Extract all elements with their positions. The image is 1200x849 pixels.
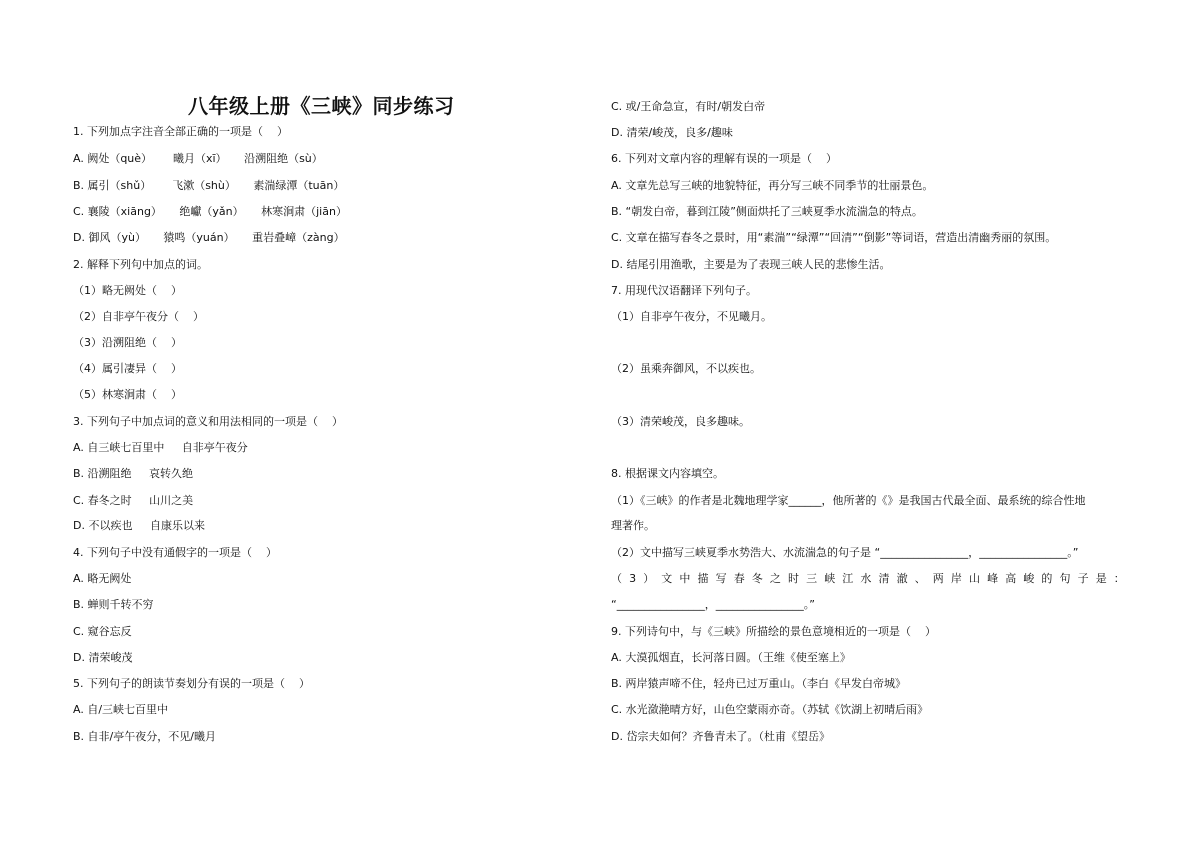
question-2-stem: 2. 解释下列句中加点的词。 [73,258,208,271]
question-9-option-d: D. 岱宗夫如何？齐鲁青未了。（杜甫《望岳》 [611,730,830,743]
page-title: 八年级上册《三峡》同步练习 [188,94,455,118]
question-8-item-2: （2）文中描写三峡夏季水势浩大、水流湍急的句子是 “________________，________________。” [611,546,1079,559]
question-8-item-1: （1）《三峡》的作者是北魏地理学家______，他所著的《》是我国古代最全面、最系统的综合性地 [611,494,1086,507]
question-1-stem: 1. 下列加点字注音全部正确的一项是（ ） [73,125,288,138]
question-7-stem: 7. 用现代汉语翻译下列句子。 [611,284,757,297]
question-6-option-c: C. 文章在描写春冬之景时，用“素湍”“绿潭”“回清”“倒影”等词语，营造出清幽秀丽的氛围。 [611,231,1057,244]
question-2-item-2: （2）自非亭午夜分（ ） [73,310,204,323]
question-6-option-a: A. 文章先总写三峡的地貌特征，再分写三峡不同季节的壮丽景色。 [611,179,934,192]
question-4-option-c: C. 窥谷忘反 [73,625,132,638]
question-2-item-5: （5）林寒涧肃（ ） [73,388,182,401]
question-5-stem: 5. 下列句子的朗读节奏划分有误的一项是（ ） [73,677,310,690]
question-2-item-3: （3）沿溯阻绝（ ） [73,336,182,349]
question-3-option-c: C. 春冬之时 山川之美 [73,494,194,507]
question-9-option-a: A. 大漠孤烟直，长河落日圆。（王维《使至塞上》 [611,651,851,664]
question-7-item-2: （2）虽乘奔御风，不以疾也。 [611,362,761,375]
question-3-stem: 3. 下列句子中加点词的意义和用法相同的一项是（ ） [73,415,343,428]
question-8-item-1-cont: 理著作。 [611,519,655,532]
question-1-option-d: D. 御风（yù） 猿鸣（yuán） 重岩叠嶂（zàng） [73,231,345,244]
question-2-item-1: （1）略无阙处（ ） [73,284,182,297]
question-2-item-4: （4）属引凄异（ ） [73,362,182,375]
question-3-option-a: A. 自三峡七百里中 自非亭午夜分 [73,441,248,454]
question-4-stem: 4. 下列句子中没有通假字的一项是（ ） [73,546,277,559]
question-9-stem: 9. 下列诗句中，与《三峡》所描绘的景色意境相近的一项是（ ） [611,625,936,638]
question-6-option-b: B. “朝发白帝，暮到江陵”侧面烘托了三峡夏季水流湍急的特点。 [611,205,923,218]
question-1-option-a: A. 阙处（què） 曦月（xī） 沿溯阻绝（sù） [73,152,323,165]
question-4-option-d: D. 清荣峻茂 [73,651,133,664]
question-5-option-c: C. 或/王命急宣，有时/朝发白帝 [611,100,766,113]
question-8-stem: 8. 根据课文内容填空。 [611,467,724,480]
question-9-option-c: C. 水光潋滟晴方好，山色空蒙雨亦奇。（苏轼《饮湖上初晴后雨》 [611,703,929,716]
question-6-option-d: D. 结尾引用渔歌，主要是为了表现三峡人民的悲惨生活。 [611,258,891,271]
question-6-stem: 6. 下列对文章内容的理解有误的一项是（ ） [611,152,837,165]
question-1-option-b: B. 属引（shǔ） 飞漱（shù） 素湍绿潭（tuān） [73,179,345,192]
question-5-option-b: B. 自非/亭午夜分，不见/曦月 [73,730,216,743]
question-3-option-b: B. 沿溯阻绝 哀转久绝 [73,467,194,480]
question-5-option-a: A. 自/三峡七百里中 [73,703,169,716]
question-4-option-b: B. 蝉则千转不穷 [73,598,154,611]
question-5-option-d: D. 清荣/峻茂，良多/趣味 [611,126,733,139]
question-9-option-b: B. 两岸猿声啼不住，轻舟已过万重山。（李白《早发白帝城》 [611,677,907,690]
question-8-item-3: （3）文中描写春冬之时三峡江水清澈、两岸山峰高峻的句子是： [611,572,1132,585]
question-4-option-a: A. 略无阙处 [73,572,132,585]
question-7-item-1: （1）自非亭午夜分，不见曦月。 [611,310,772,323]
question-7-item-3: （3）清荣峻茂，良多趣味。 [611,415,750,428]
question-8-item-3-blank: “________________，________________。” [611,598,815,611]
question-3-option-d: D. 不以疾也 自康乐以来 [73,519,205,532]
question-1-option-c: C. 襄陵（xiāng） 绝巘（yǎn） 林寒涧肃（jiān） [73,205,347,218]
